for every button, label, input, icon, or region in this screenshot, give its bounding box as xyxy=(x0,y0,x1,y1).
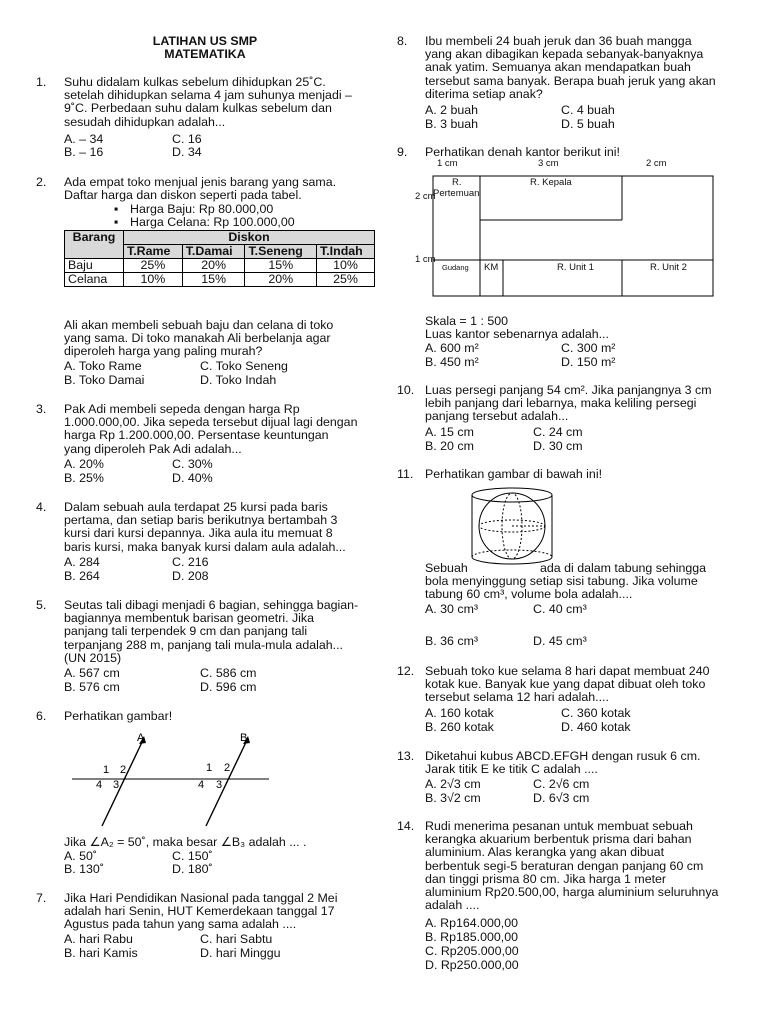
q14-line: aluminium Rp20.500,00, harga aluminium seluruhnya xyxy=(425,885,719,900)
q8-option-d: D. 5 buah xyxy=(561,117,615,131)
room-label: R. Unit 1 xyxy=(557,262,594,273)
q8-option-a: A. 2 buah xyxy=(425,103,479,117)
q14-line: dan tinggi prisma 80 cm. Jika harga 1 meter xyxy=(425,871,667,886)
q4-text xyxy=(64,501,370,554)
q14-option-d: D. Rp250.000,00 xyxy=(425,958,519,972)
table-cell: 25% xyxy=(317,273,375,287)
office-floor-plan xyxy=(410,156,720,300)
q10-line: lebih panjang dari lebarnya, maka keliling persegi xyxy=(425,396,697,411)
q10-number: 10. xyxy=(397,383,415,397)
room-label: R. xyxy=(452,177,462,188)
q7-option-d: D. hari Minggu xyxy=(200,946,281,960)
q5-option-d: D. 596 cm xyxy=(200,680,257,694)
q7-line: Jika Hari Pendidikan Nasional pada tanggal 2 Mei xyxy=(64,891,338,905)
q12-option-d: D. 460 kotak xyxy=(561,720,631,734)
q2-line: diperoleh harga yang paling murah? xyxy=(64,344,263,359)
table-header-diskon: Diskon xyxy=(124,231,375,245)
q12-line: tersebut selama 12 hari adalah.... xyxy=(425,690,609,705)
q8-line: yang akan dibagikan kepada sebanyak-banyaknya xyxy=(425,47,704,62)
q7-option-a: A. hari Rabu xyxy=(64,932,133,946)
q8-option-c: C. 4 buah xyxy=(561,103,615,117)
dim-label: 2 cm xyxy=(646,158,667,169)
room-label: Gudang xyxy=(442,263,469,272)
q11-line: tabung 60 cm³, volume bola adalah.... xyxy=(425,587,633,602)
q6-option-d: D. 180˚ xyxy=(172,862,213,876)
q2-bullet: ▪ Harga Baju: Rp 80.000,00 xyxy=(130,203,273,216)
q14-text xyxy=(425,820,731,912)
q13-option-d: D. 6√3 cm xyxy=(533,791,590,805)
q12-number: 12. xyxy=(397,664,415,678)
q10-text xyxy=(425,384,731,424)
q14-option-b: B. Rp185.000,00 xyxy=(425,930,519,944)
q8-line: anak yatim. Semuanya akan mendapatkan buah xyxy=(425,60,691,75)
q5-option-c: C. 586 cm xyxy=(200,666,257,680)
table-cell: 10% xyxy=(124,273,183,287)
q8-option-b: B. 3 buah xyxy=(425,117,479,131)
table-header-col: T.Seneng xyxy=(245,245,317,259)
q1-line: sesudah dihidupkan adalah... xyxy=(64,114,226,129)
q5-line: terpanjang 288 m, panjang tali mula-mula adalah... xyxy=(64,637,343,652)
q10-option-c: C. 24 cm xyxy=(533,425,583,439)
q3-option-b: B. 25% xyxy=(64,471,104,485)
q4-line: baris kursi, maka banyak kursi dalam aula adalah... xyxy=(64,539,346,554)
q9-question: Luas kantor sebenarnya adalah... xyxy=(425,327,609,341)
q2-line: Ada empat toko menjual jenis barang yang sama. xyxy=(64,175,337,189)
q2-after-text xyxy=(64,319,354,359)
q7-line: adalah hari Senin, HUT Kemerdekaan tanggal 17 xyxy=(64,904,335,919)
q5-option-a: A. 567 cm xyxy=(64,666,120,680)
q2-line: Daftar harga dan diskon seperti pada tabel. xyxy=(64,188,302,203)
q12-line: kotak kue. Banyak kue yang dapat dibuat oleh toko xyxy=(425,677,706,692)
q13-text xyxy=(425,750,731,776)
q9-option-d: D. 150 m² xyxy=(561,355,616,369)
q13-option-a: A. 2√3 cm xyxy=(425,777,481,791)
q10-line: Luas persegi panjang 54 cm². Jika panjangnya 3 cm xyxy=(425,383,712,397)
q9-text: Perhatikan denah kantor berikut ini! xyxy=(425,145,620,159)
q3-option-c: C. 30% xyxy=(172,457,213,471)
table-cell: 10% xyxy=(317,259,375,273)
room-label: R. Kepala xyxy=(530,177,572,188)
room-label: KM xyxy=(484,262,499,273)
q9-option-c: C. 300 m² xyxy=(561,341,616,355)
table-header-col: T.Rame xyxy=(124,245,183,259)
room-label: R. Unit 2 xyxy=(650,262,687,273)
q9-option-a: A. 600 m² xyxy=(425,341,479,355)
q11-option-b: B. 36 cm³ xyxy=(425,634,479,648)
transversal-b xyxy=(206,738,248,826)
q3-option-d: D. 40% xyxy=(172,471,213,485)
point-a-label: A xyxy=(137,732,145,744)
q3-number: 3. xyxy=(36,402,47,416)
discount-table xyxy=(64,230,375,287)
table-cell: 25% xyxy=(124,259,183,273)
cylinder-bottom-hidden xyxy=(472,550,552,557)
q5-line: (UN 2015) xyxy=(64,650,122,665)
q5-line: bagiannya membentuk barisan geometri. Jika xyxy=(64,611,315,626)
q11-option-a: A. 30 cm³ xyxy=(425,602,479,616)
table-cell: Baju xyxy=(65,259,124,273)
q14-option-c: C. Rp205.000,00 xyxy=(425,944,519,958)
table-cell: 15% xyxy=(182,273,245,287)
q11-line: Sebuah ada di dalam tabung sehingga xyxy=(425,561,707,575)
q13-number: 13. xyxy=(397,749,415,763)
table-header-col: T.Indah xyxy=(317,245,375,259)
q1-line: Suhu didalam kulkas sebelum dihidupkan 25˚C. xyxy=(64,75,326,89)
angle-label: 1 xyxy=(103,764,110,776)
transversal-a xyxy=(102,738,144,826)
q7-number: 7. xyxy=(36,891,47,905)
q8-number: 8. xyxy=(397,34,408,48)
q5-number: 5. xyxy=(36,598,47,612)
room-label: Pertemuan xyxy=(433,188,480,199)
q7-option-b: B. hari Kamis xyxy=(64,946,138,960)
q6-option-c: C. 150˚ xyxy=(172,849,213,863)
q6-number: 6. xyxy=(36,709,47,723)
q11-text: Perhatikan gambar di bawah ini! xyxy=(425,467,603,481)
q1-option-a: A. – 34 xyxy=(64,132,104,146)
table-header-col: T.Damai xyxy=(182,245,245,259)
q3-line: harga Rp 1.200.000,00. Persentase keuntungan xyxy=(64,428,329,443)
q2-line: yang sama. Di toko manakah Ali berbelanja agar xyxy=(64,331,331,346)
q1-option-c: C. 16 xyxy=(172,132,202,146)
q2-option-b: B. Toko Damai xyxy=(64,373,145,387)
q7-text xyxy=(64,892,370,932)
q3-line: yang diperoleh Pak Adi adalah... xyxy=(64,441,242,456)
q13-option-c: C. 2√6 cm xyxy=(533,777,590,791)
dim-label: 3 cm xyxy=(538,158,559,169)
page-title: LATIHAN US SMP xyxy=(152,34,258,48)
q12-option-a: A. 160 kotak xyxy=(425,706,494,720)
q6-option-a: A. 50˚ xyxy=(64,849,98,863)
angle-label: 3 xyxy=(113,779,120,791)
table-header-barang: Barang xyxy=(65,231,124,259)
q12-line: Sebuah toko kue selama 8 hari dapat membuat 240 xyxy=(425,664,710,678)
q13-option-b: B. 3√2 cm xyxy=(425,791,481,805)
dim-label: 1 cm xyxy=(415,254,436,265)
q6-text: Perhatikan gambar! xyxy=(64,709,173,723)
q8-line: tersebut sama banyak. Berapa buah jeruk yang akan xyxy=(425,73,716,88)
angle-label: 2 xyxy=(224,762,231,774)
q9-option-b: B. 450 m² xyxy=(425,355,479,369)
q12-option-c: C. 360 kotak xyxy=(561,706,631,720)
q9-number: 9. xyxy=(397,145,408,159)
q11-option-d: D. 45 cm³ xyxy=(533,634,587,648)
q12-option-b: B. 260 kotak xyxy=(425,720,494,734)
q11-after-text xyxy=(425,562,731,602)
q14-line: berbentuk segi-5 beraturan dengan panjang 60 cm xyxy=(425,858,704,873)
angle-label: 3 xyxy=(216,779,223,791)
q11-line: bola menyinggung setiap sisi tabung. Jika volume xyxy=(425,574,698,589)
q14-line: aluminium. Alas kerangka yang akan dibuat xyxy=(425,845,665,860)
q13-line: Jarak titik E ke titik C adalah .... xyxy=(425,762,598,777)
table-row xyxy=(65,259,375,273)
q2-option-d: D. Toko Indah xyxy=(200,373,277,387)
q3-option-a: A. 20% xyxy=(64,457,104,471)
dim-label: 1 cm xyxy=(437,158,458,169)
q1-line: 9˚C. Perbedaan suhu dalam kulkas sebelum dan xyxy=(64,101,332,116)
page-subtitle: MATEMATIKA xyxy=(164,47,246,61)
table-cell: 20% xyxy=(245,273,317,287)
q5-option-b: B. 576 cm xyxy=(64,680,120,694)
q3-line: Pak Adi membeli sepeda dengan harga Rp xyxy=(64,402,300,416)
angle-label: 1 xyxy=(206,762,213,774)
q12-text xyxy=(425,665,731,705)
q6-question: Jika ∠A₂ = 50˚, maka besar ∠B₃ adalah ... . xyxy=(64,835,307,849)
q5-line: panjang tali terpendek 9 cm dan panjang tali xyxy=(64,624,308,639)
q14-line: Rudi menerima pesanan untuk membuat sebuah xyxy=(425,819,693,833)
table-cell: Celana xyxy=(65,273,124,287)
q10-option-d: D. 30 cm xyxy=(533,439,583,453)
q2-line: Ali akan membeli sebuah baju dan celana di toko xyxy=(64,318,334,332)
q2-text xyxy=(64,176,370,202)
angle-label: 4 xyxy=(96,779,103,791)
q13-line: Diketahui kubus ABCD.EFGH dengan rusuk 6 cm. xyxy=(425,749,701,763)
table-cell: 15% xyxy=(245,259,317,273)
parallel-lines-figure xyxy=(64,726,284,828)
q1-option-d: D. 34 xyxy=(172,145,202,159)
q10-option-a: A. 15 cm xyxy=(425,425,474,439)
q8-line: Ibu membeli 24 buah jeruk dan 36 buah mangga xyxy=(425,34,692,48)
q4-option-d: D. 208 xyxy=(172,569,209,583)
q8-line: diterima setiap anak? xyxy=(425,86,543,101)
q1-text xyxy=(64,76,370,129)
q2-bullet: ▪ Harga Celana: Rp 100.000,00 xyxy=(130,216,295,229)
q2-option-a: A. Toko Rame xyxy=(64,359,142,373)
q5-text xyxy=(64,599,370,665)
q14-option-a: A. Rp164.000,00 xyxy=(425,916,519,930)
table-row xyxy=(65,273,375,287)
q4-line: pertama, dan setiap baris berikutnya bertambah 3 xyxy=(64,513,338,528)
table-cell: 20% xyxy=(182,259,245,273)
q10-line: panjang tersebut adalah... xyxy=(425,409,569,424)
q3-line: 1.000.000,00. Jika sepeda tersebut dijual lagi dengan xyxy=(64,415,358,430)
q4-line: Dalam sebuah aula terdapat 25 kursi pada baris xyxy=(64,500,328,514)
q14-line: kerangka akuarium berbentuk prisma dari bahan xyxy=(425,832,692,847)
q2-number: 2. xyxy=(36,175,47,189)
q7-option-c: C. hari Sabtu xyxy=(200,932,273,946)
cylinder-top xyxy=(472,488,552,502)
point-b-label: B xyxy=(240,732,248,744)
q6-option-b: B. 130˚ xyxy=(64,862,104,876)
q11-number: 11. xyxy=(397,467,414,481)
angle-label: 4 xyxy=(198,779,205,791)
q5-line: Seutas tali dibagi menjadi 6 bagian, sehingga bagian- xyxy=(64,598,359,612)
q3-text xyxy=(64,403,370,456)
q1-number: 1. xyxy=(36,75,47,89)
q11-option-c: C. 40 cm³ xyxy=(533,602,587,616)
q4-option-b: B. 264 xyxy=(64,569,100,583)
q4-option-a: A. 284 xyxy=(64,555,100,569)
q14-line: adalah .... xyxy=(425,898,480,913)
q10-option-b: B. 20 cm xyxy=(425,439,474,453)
q4-line: kursi dari kursi depannya. Jika aula itu memuat 8 xyxy=(64,526,333,541)
q4-option-c: C. 216 xyxy=(172,555,209,569)
q2-option-c: C. Toko Seneng xyxy=(200,359,288,373)
dim-label: 2 cm xyxy=(415,191,436,202)
q14-number: 14. xyxy=(397,819,415,833)
q7-line: Agustus pada tahun yang sama adalah .... xyxy=(64,917,297,932)
q4-number: 4. xyxy=(36,500,47,514)
q9-scale: Skala = 1 : 500 xyxy=(425,314,509,328)
sphere-in-cylinder-figure xyxy=(462,485,562,567)
q1-line: setelah dihidupkan selama 4 jam suhunya menjadi – xyxy=(64,88,352,103)
q1-option-b: B. – 16 xyxy=(64,145,104,159)
angle-label: 2 xyxy=(120,764,127,776)
q8-text xyxy=(425,35,731,101)
